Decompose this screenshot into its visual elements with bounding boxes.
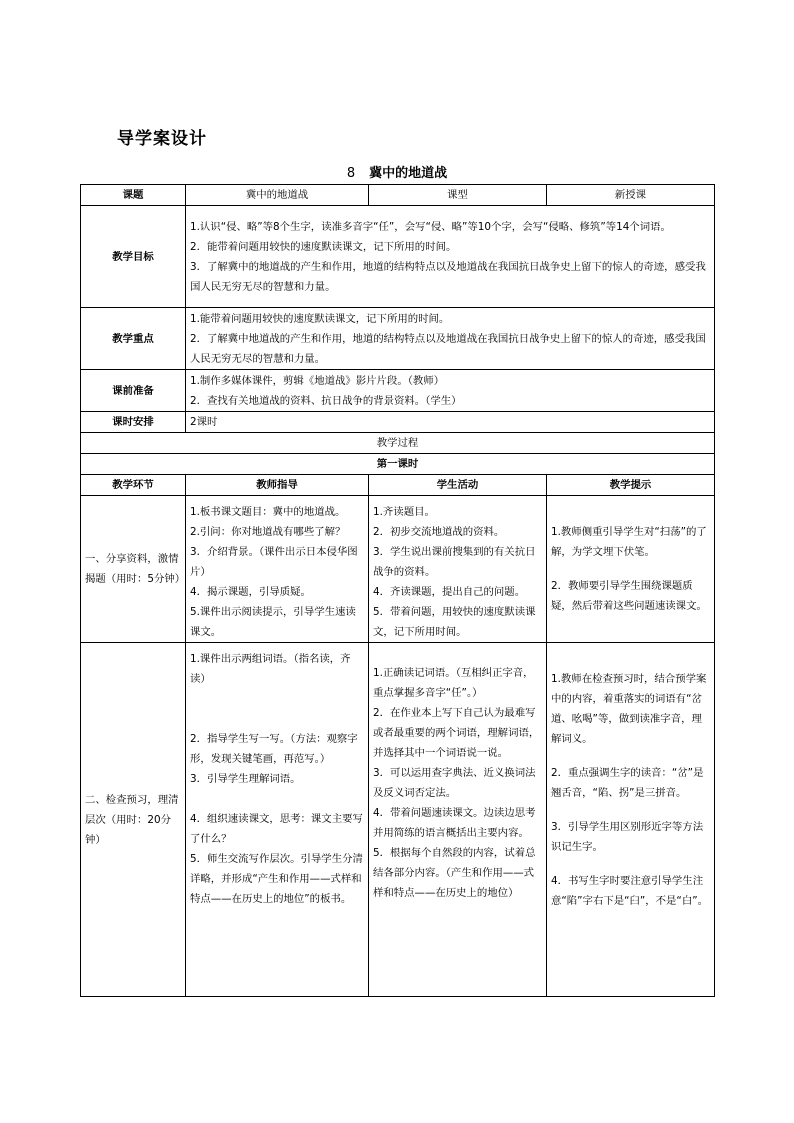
focus-label: 教学重点 xyxy=(81,308,186,370)
col-stage-header: 教学环节 xyxy=(81,475,186,496)
hours-label: 课时安排 xyxy=(81,412,186,433)
tip-item: 1.教师在检查预习时，结合预学案中的内容，着重落实的词语有“岔道、吆喝”等，做到读准字音，理解词义。 xyxy=(551,673,707,745)
student-step: 3．学生说出课前搜集到的有关抗日战争的资料。 xyxy=(373,546,536,578)
type-value: 新授课 xyxy=(547,185,715,206)
teacher-step: 3．引导学生理解词语。 xyxy=(190,773,301,785)
teacher-step: 4．组织速读课文，思考：课文主要写了什么？ xyxy=(190,813,363,845)
topic-label: 课题 xyxy=(81,185,186,206)
prep-row xyxy=(81,370,715,412)
tip-item: 3．引导学生用区别形近字等方法识记生字。 xyxy=(551,821,704,853)
stage-cell: 一、分享资料，激情揭题（用时：5分钟） xyxy=(81,496,186,643)
student-step: 2．在作业本上写下自己认为最难写或者最重要的两个词语，理解词语，并选择其中一个词语说一说。 xyxy=(373,707,540,759)
prep-content xyxy=(186,370,715,412)
prep-item: 1.制作多媒体课件，剪辑《地道战》影片片段。（教师） xyxy=(190,374,445,387)
tip-item: 4．书写生字时要注意引导学生注意“陷”字右下是“臼”，不是“白”。 xyxy=(551,875,708,907)
teacher-step: 1.板书课文题目：冀中的地道战。 xyxy=(190,506,346,518)
doc-title: 导学案设计 xyxy=(117,129,207,149)
teacher-step: 3．介绍背景。（课件出示日本侵华图片） xyxy=(190,546,358,578)
goal-item: 1.认识“侵、略”等8个生字，读准多音字“任”，会写“侵、略”等10个字，会写“侵略、修筑”等14个词语。 xyxy=(190,220,671,233)
period-title: 第一课时 xyxy=(81,454,715,475)
topic-row xyxy=(81,185,715,206)
process-title-row xyxy=(81,433,715,454)
tips-cell xyxy=(547,496,715,643)
tip-item: 1.教师侧重引导学生对“扫荡”的了解，为学文埋下伏笔。 xyxy=(551,526,707,558)
tip-item: 2．教师要引导学生围绕课题质疑，然后带着这些问题速读课文。 xyxy=(551,580,707,612)
student-step: 5．根据每个自然段的内容，试着总结各部分内容。（产生和作用——式样和特点——在历史上的地位） xyxy=(373,847,536,899)
teacher-step: 4．揭示课题，引导质疑。 xyxy=(190,586,311,598)
prep-item: 2．查找有关地道战的资料、抗日战争的背景资料。（学生） xyxy=(190,394,462,407)
process-title: 教学过程 xyxy=(81,433,715,454)
student-step: 4．带着问题速读课文。边读边思考并用简练的语言概括出主要内容。 xyxy=(373,807,536,839)
lesson-title xyxy=(0,162,794,181)
student-cell xyxy=(369,496,547,643)
teacher-cell xyxy=(186,496,369,643)
tip-item: 2．重点强调生字的读音：“岔”是翘舌音，“陷、拐”是三拼音。 xyxy=(551,767,704,799)
goals-row xyxy=(81,206,715,308)
student-step: 1.齐读题目。 xyxy=(373,506,435,518)
col-student-header: 学生活动 xyxy=(369,475,547,496)
goal-item: 3．了解冀中的地道战的产生和作用，地道的结构特点以及地道战在我国抗日战争史上留下的惊人的奇迹，感受我国人民无穷无尽的智慧和力量。 xyxy=(190,260,706,293)
lesson-name: 冀中的地道战 xyxy=(369,166,448,181)
focus-row xyxy=(81,308,715,370)
goals-label: 教学目标 xyxy=(81,206,186,308)
student-step: 2．初步交流地道战的资料。 xyxy=(373,526,505,538)
goals-content xyxy=(186,206,715,308)
process-row xyxy=(81,496,715,643)
student-step: 4．齐读课题，提出自己的问题。 xyxy=(373,586,526,598)
col-teacher-header: 教师指导 xyxy=(186,475,369,496)
process-row xyxy=(81,643,715,997)
tips-cell xyxy=(547,643,715,997)
period-row xyxy=(81,454,715,475)
col-tips-header: 教学提示 xyxy=(547,475,715,496)
lesson-number: 8 xyxy=(346,166,356,181)
process-header-row xyxy=(81,475,715,496)
teacher-cell xyxy=(186,643,369,997)
focus-item: 1.能带着问题用较快的速度默读课文，记下所用的时间。 xyxy=(190,312,450,325)
student-step: 1.正确读记词语。（互相纠正字音，重点掌握多音字“任”。） xyxy=(373,667,534,699)
topic-value: 冀中的地道战 xyxy=(186,185,369,206)
teacher-step: 5.课件出示阅读提示，引导学生速读课文。 xyxy=(190,606,356,638)
teacher-step: 2．指导学生写一写。（方法：观察字形，发现关键笔画，再范写。） xyxy=(190,733,358,765)
focus-item: 2．了解冀中地道战的产生和作用，地道的结构特点以及地道战在我国抗日战争史上留下的惊人的奇迹，感受我国人民无穷无尽的智慧和力量。 xyxy=(190,332,706,365)
stage-cell: 二、检查预习，理清层次（用时：20分钟） xyxy=(81,643,186,997)
hours-value: 2课时 xyxy=(186,412,715,433)
hours-row xyxy=(81,412,715,433)
prep-label: 课前准备 xyxy=(81,370,186,412)
teacher-step: 1.课件出示两组词语。（指名读，齐读） xyxy=(190,653,351,685)
student-step: 5．带着问题，用较快的速度默读课文，记下所用时间。 xyxy=(373,606,536,638)
type-label: 课型 xyxy=(369,185,547,206)
teacher-step: 2.引问：你对地道战有哪些了解？ xyxy=(190,526,346,538)
goal-item: 2．能带着问题用较快的速度默读课文，记下所用的时间。 xyxy=(190,240,457,253)
student-cell xyxy=(369,643,547,997)
focus-content xyxy=(186,308,715,370)
teacher-step: 5．师生交流写作层次。引导学生分清详略，并形成“产生和作用——式样和特点——在历史上的地位”的板书。 xyxy=(190,853,363,905)
student-step: 3．可以运用查字典法、近义换词法及反义词否定法。 xyxy=(373,767,536,799)
lesson-plan-table xyxy=(80,184,715,997)
